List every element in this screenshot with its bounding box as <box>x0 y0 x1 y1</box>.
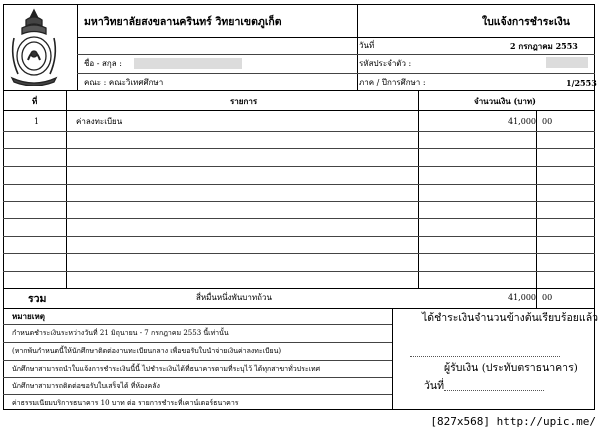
remark-line-2: (หากพ้นกำหนดนี้ให้นักศึกษาติดต่องานทะเบียนกลาง เพื่อขอรับใบนำจ่ายเงินค่าลงทะเบียน) <box>12 347 282 355</box>
date-label: วันที่ <box>359 41 375 50</box>
total-amount: 41,000 <box>508 293 536 302</box>
bank-date-line <box>444 390 544 391</box>
date-value: 2 กรกฎาคม 2553 <box>510 41 578 51</box>
total-satang: 00 <box>542 293 553 302</box>
redacted-student-id <box>546 57 588 68</box>
col-header-no: ที่ <box>32 96 38 106</box>
remark-line-1: กำหนดชำระเงินระหว่างวันที่ 21 มิถุนายน - 7 กรกฎาคม 2553 นี้เท่านั้น <box>12 329 229 337</box>
term-label: ภาค / ปีการศึกษา : <box>359 78 426 87</box>
row-1-item: ค่าลงทะเบียน <box>76 117 123 126</box>
row-1-amount: 41,000 <box>508 117 536 126</box>
receiver-label: ผู้รับเงิน (ประทับตราธนาคาร) <box>444 362 578 374</box>
remarks-label: หมายเหตุ <box>12 311 45 321</box>
student-id-label: รหัสประจำตัว : <box>359 59 412 68</box>
bank-date-label: วันที่ <box>424 380 444 392</box>
name-label: ชื่อ - สกุล : <box>84 59 122 68</box>
total-label: รวม <box>28 293 47 305</box>
bank-received-text: ได้ชำระเงินจำนวนข้างต้นเรียบร้อยแล้ว <box>422 312 599 324</box>
image-watermark: [827x568] http://upic.me/ <box>430 415 596 428</box>
total-in-words: สี่หมื่นหนึ่งพันบาทถ้วน <box>196 293 272 302</box>
row-1-satang: 00 <box>542 117 553 126</box>
remark-line-5: ค่าธรรมเนียมบริการธนาคาร 10 บาท ต่อ รายการชำระที่เคาน์เตอร์ธนาคาร <box>12 399 239 407</box>
remark-line-3: นักศึกษาสามารถนำใบแจ้งการชำระเงินนี้นี้ ไปชำระเงินได้ที่ธนาคารตามที่ระบุไว้ ได้ทุกสาขาทั่วประเทศ <box>12 365 321 373</box>
remark-line-4: นักศึกษาสามารถติดต่อขอรับใบเสร็จได้ ที่ห้องคลัง <box>12 382 160 390</box>
document-title: ใบแจ้งการชำระเงิน <box>482 16 570 28</box>
col-header-amount: จำนวนเงิน (บาท) <box>474 96 536 106</box>
row-1-no: 1 <box>34 117 40 126</box>
university-name: มหาวิทยาลัยสงขลานครินทร์ วิทยาเขตภูเก็ต <box>84 16 282 28</box>
term-value: 1/2553 <box>566 78 597 88</box>
redacted-name <box>134 58 242 69</box>
signature-line <box>410 356 560 357</box>
university-seal-logo <box>8 8 60 86</box>
col-header-item: รายการ <box>230 96 258 106</box>
faculty-label: คณะ : คณะวิเทศศึกษา <box>84 78 164 87</box>
